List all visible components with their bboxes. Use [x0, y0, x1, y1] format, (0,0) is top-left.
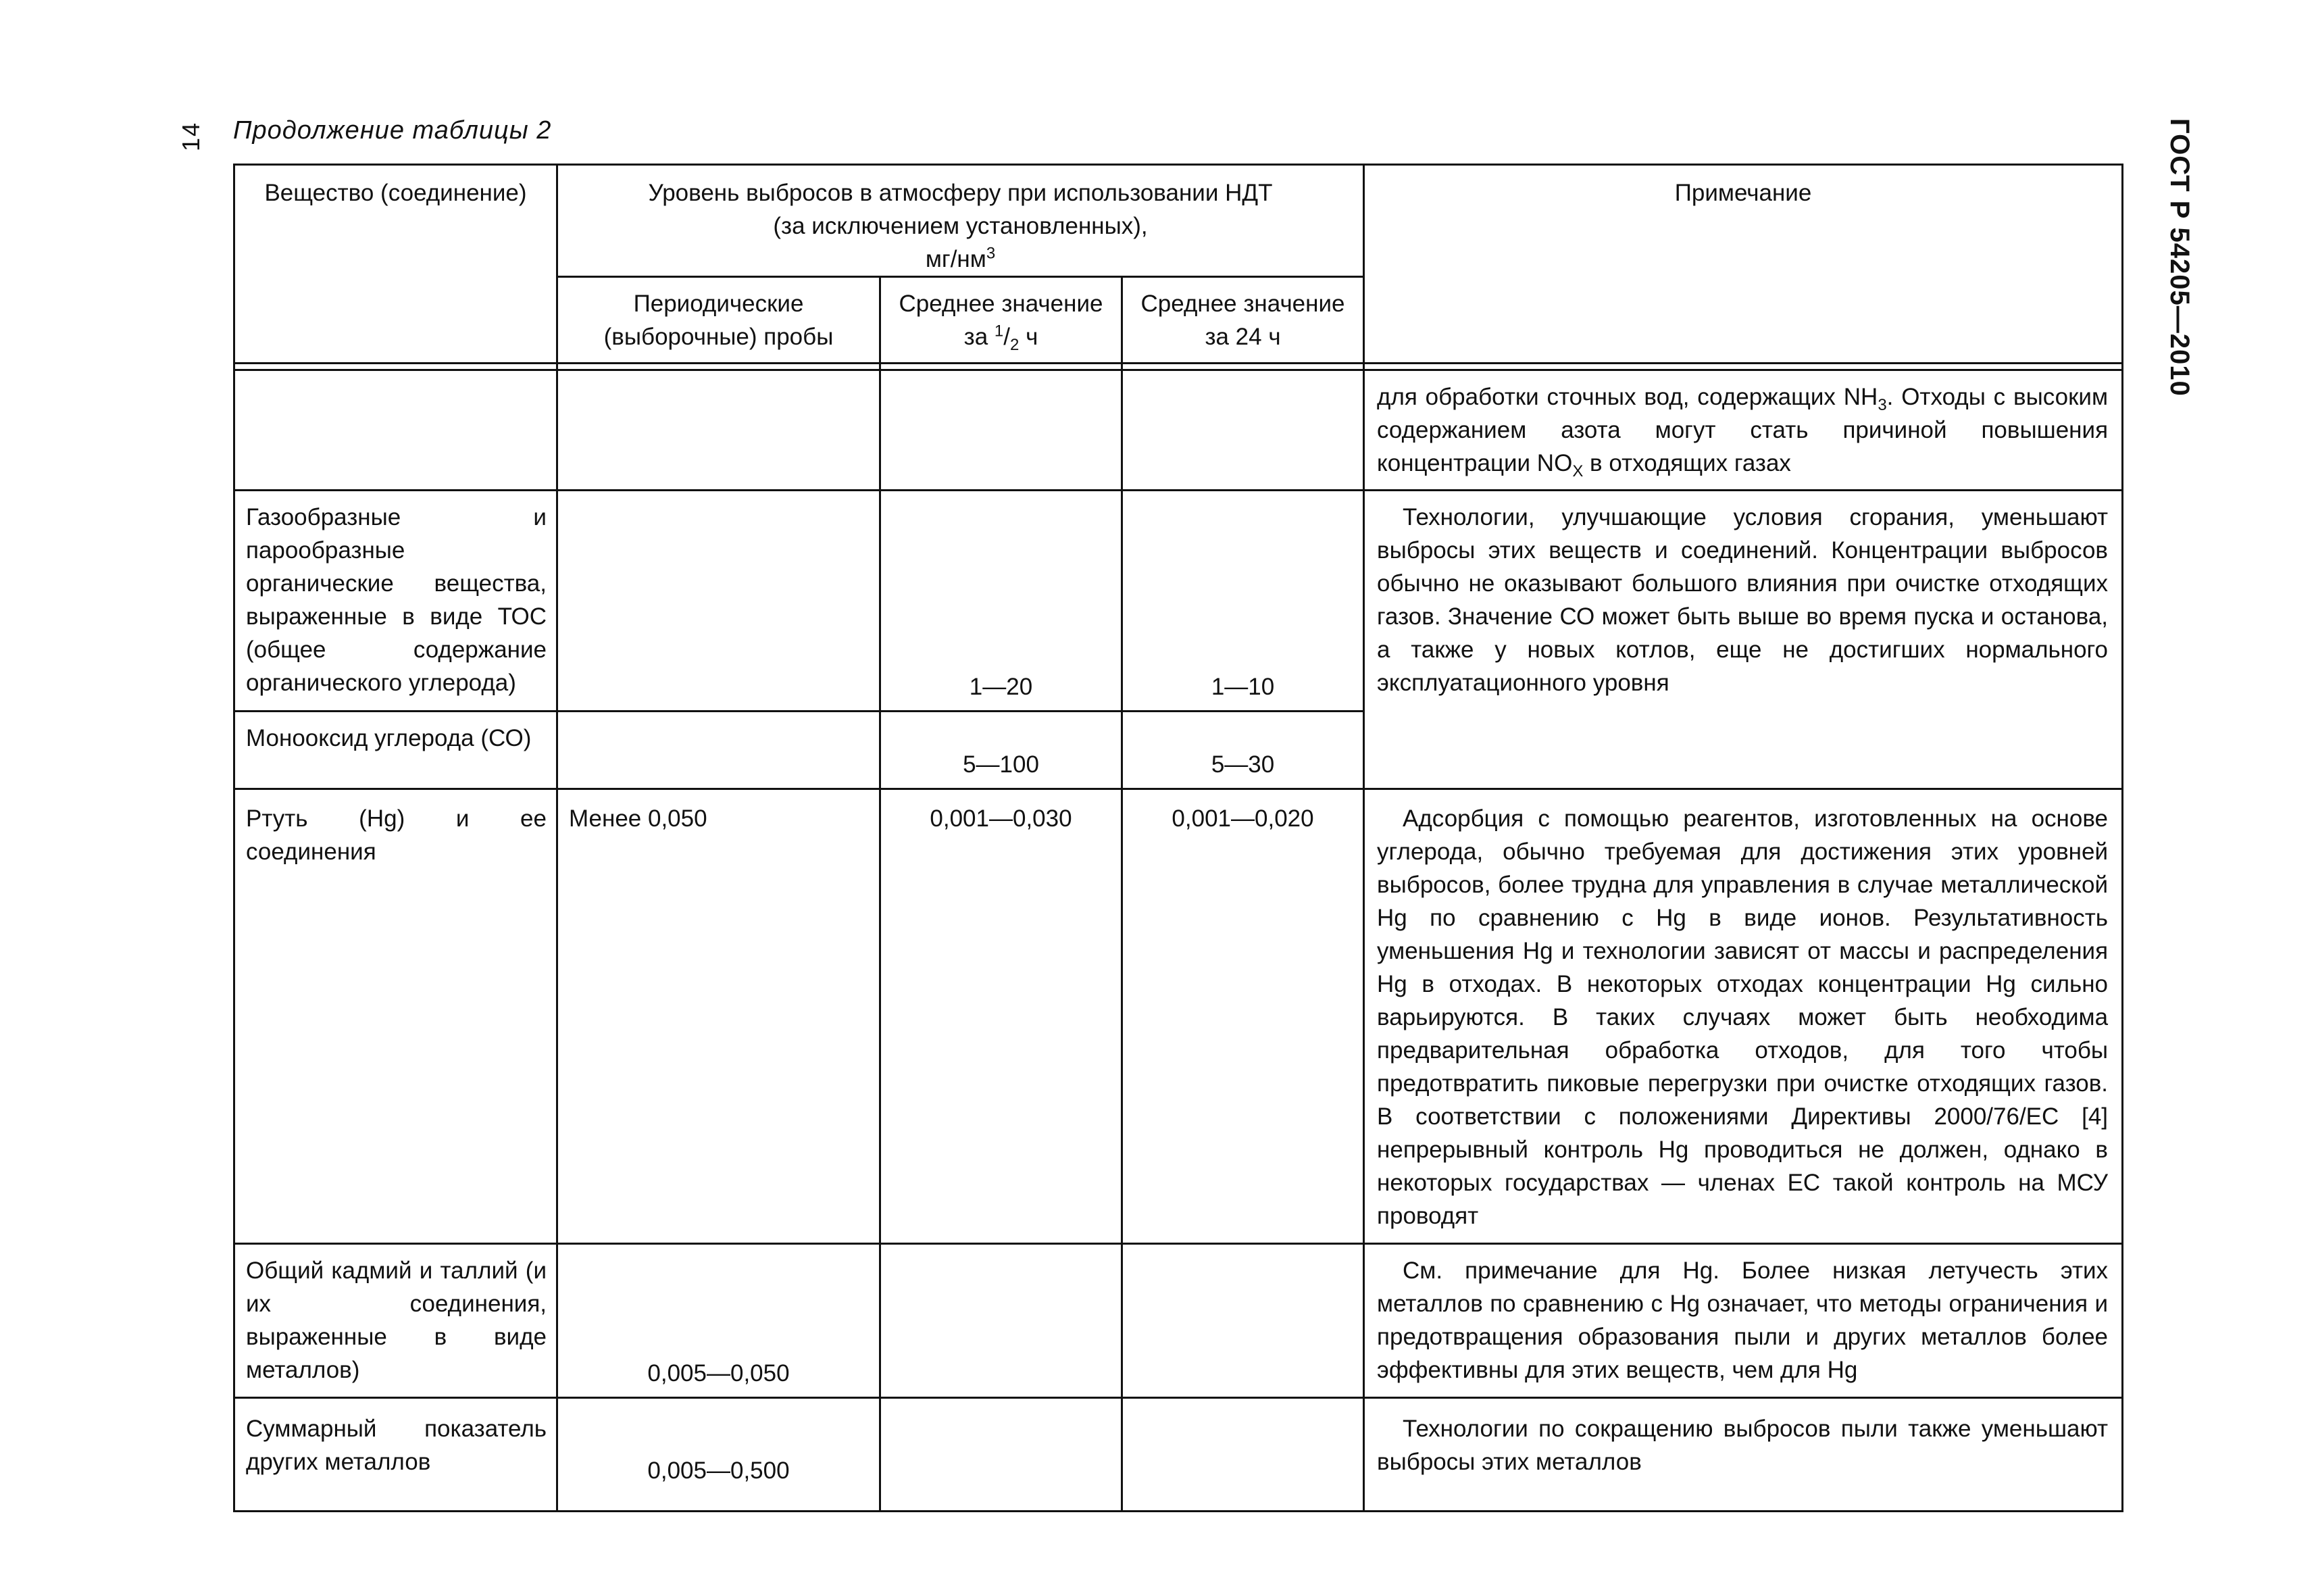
- substance-cell: Общий кадмий и таллий (и их соединения, выраженные в виде металлов): [234, 1244, 557, 1398]
- header-day-line1: Среднее значение: [1140, 290, 1345, 317]
- emissions-table: [233, 164, 2123, 1512]
- continuation-separator: [234, 364, 2123, 370]
- fraction-denominator: 2: [1010, 335, 1020, 354]
- table-row: [234, 370, 2123, 491]
- note-cell: [1364, 789, 2123, 1244]
- subscript: X: [1572, 462, 1584, 480]
- table-row: [234, 1244, 2123, 1398]
- note-text: в отходящих газах: [1583, 450, 1791, 476]
- header-emission-level: [557, 165, 1364, 277]
- periodic-value: 0,005—0,050: [557, 1244, 880, 1398]
- header-half-hour-line1: Среднее значение: [899, 290, 1103, 317]
- unit-text: мг/нм: [925, 246, 986, 272]
- header-half-hour-line2: за $^1/_2$ ч: [963, 321, 1038, 354]
- header-row-1: [234, 165, 2123, 277]
- header-note: Примечание: [1364, 165, 2123, 364]
- table-row: [234, 789, 2123, 1244]
- note-cell: [1364, 491, 2123, 789]
- header-day-line2: за 24 ч: [1205, 323, 1281, 350]
- substance-cell: Газообразные и парообразные органические вещества, выраженные в виде ТОС (общее содержание органического углерода): [234, 491, 557, 712]
- header-emission-unit: [558, 243, 1363, 276]
- note-text: . Отходы с высоким содержанием азота могут стать причиной повышения концентрации NO: [1377, 384, 2109, 476]
- note-text: для обработки сточных вод, содержащих NH: [1377, 384, 1878, 410]
- half-hour-value: 1—20: [880, 491, 1122, 712]
- header-periodic-line2: (выборочные) пробы: [603, 323, 834, 350]
- header-half-hour: [880, 277, 1122, 364]
- table-row: [234, 491, 2123, 712]
- table-row: [234, 1398, 2123, 1512]
- substance-cell: Монооксид углерода (СО): [234, 712, 557, 789]
- note-text: Адсорбция с помощью реагентов, изготовленных на основе углерода, обычно требуемая для достижения этих уровней выбросов, более трудна для управления в случае металлической Hg по сравнению с Hg в виде ионов. Результативность уменьшения Hg и технологии зависят от массы и распределения Hg в отходах. В некоторых отходах концентрации Hg сильно варьируются. В таких случаях может быть необходима предварительная обработка отходов, для того чтобы предотвратить пиковые перегрузки при очистке отходящих газов. В соответствии с положениями Директивы 2000/76/ЕС [4] непрерывный контроль Hg проводиться не должен, однако в некоторых государствах — членах ЕС такой контроль на МСУ проводят: [1377, 805, 2109, 1229]
- substance-cell: Ртуть (Hg) и ее соединения: [234, 789, 557, 1244]
- subscript: 3: [1878, 396, 1887, 414]
- substance-cell: Суммарный показатель других металлов: [234, 1398, 557, 1512]
- unit-superscript: 3: [986, 244, 996, 263]
- periodic-value: Менее 0,050: [557, 789, 880, 1244]
- header-emission-line1: Уровень выбросов в атмосферу при использовании НДТ: [648, 180, 1273, 206]
- note-cell: [1364, 1244, 2123, 1398]
- note-text: Технологии, улучшающие условия сгорания, уменьшают выбросы этих веществ и соединений. Концентрации выбросов обычно не оказывают большого влияния при очистке отходящих газов. Значение СО может быть выше во время пуска и останова, а также у новых котлов, еще не достигших нормального эксплуатационного уровня: [1377, 504, 2109, 696]
- note-text: См. примечание для Hg. Более низкая летучесть этих металлов по сравнению с Hg означает, что методы ограничения и предотвращения образования пыли и других металлов более эффективны для этих веществ, чем для Hg: [1377, 1257, 2109, 1383]
- note-text: Технологии по сокращению выбросов пыли также уменьшают выбросы этих металлов: [1377, 1416, 2109, 1475]
- half-hour-suffix: ч: [1019, 323, 1038, 350]
- page-number: 14: [177, 122, 205, 152]
- day-value: 1—10: [1122, 491, 1364, 712]
- header-periodic-line1: Периодические: [633, 290, 804, 317]
- header-periodic: [557, 277, 880, 364]
- header-substance: Вещество (соединение): [234, 165, 557, 364]
- half-hour-value: 0,001—0,030: [880, 789, 1122, 1244]
- fraction-numerator: 1: [994, 321, 1004, 340]
- half-hour-prefix: за: [963, 323, 995, 350]
- header-day: [1122, 277, 1364, 364]
- table-continuation-label: Продолжение таблицы 2: [233, 116, 552, 145]
- periodic-value: 0,005—0,500: [557, 1398, 880, 1512]
- half-hour-value: 5—100: [880, 712, 1122, 789]
- document-id: ГОСТ Р 54205—2010: [2165, 118, 2194, 397]
- day-value: 5—30: [1122, 712, 1364, 789]
- note-cell: [1364, 370, 2123, 491]
- day-value: 0,001—0,020: [1122, 789, 1364, 1244]
- header-emission-line2: (за исключением установленных),: [773, 213, 1148, 239]
- note-cell: [1364, 1398, 2123, 1512]
